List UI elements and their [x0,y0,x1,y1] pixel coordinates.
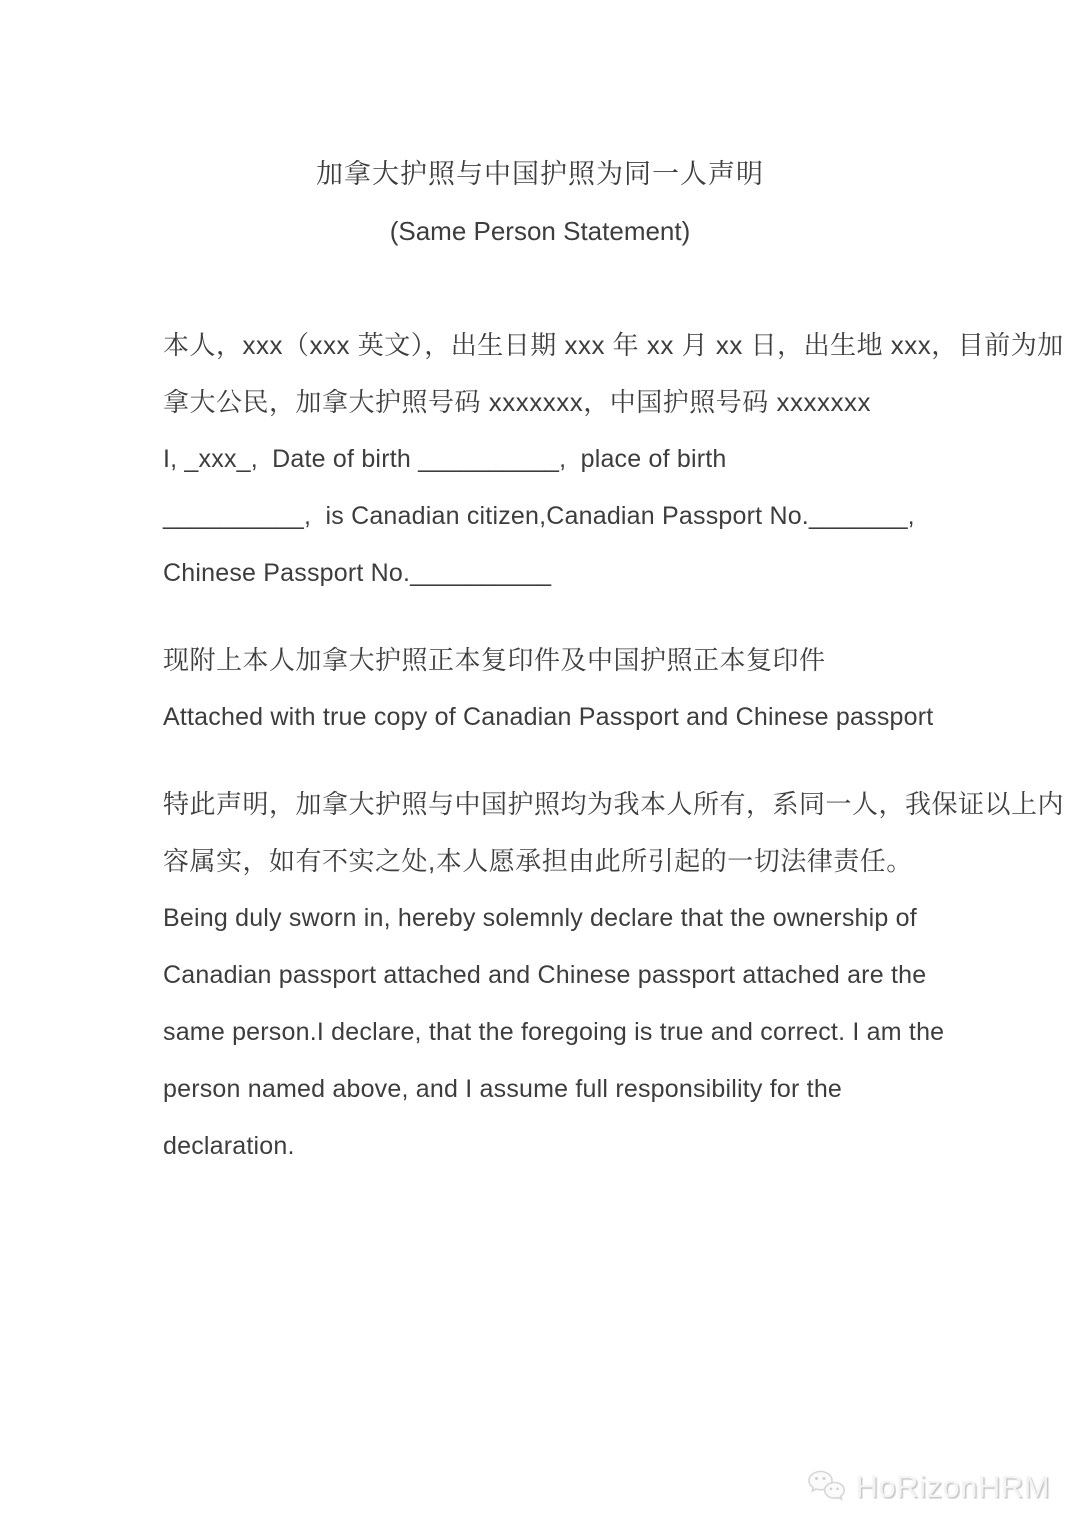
intro-paragraph [163,317,1064,602]
intro-en-line: Chinese Passport No.__________ [163,559,552,587]
watermark [806,1467,1050,1507]
page-subtitle: (Same Person Statement) [389,216,691,246]
attachment-en-line: Attached with true copy of Canadian Passport and Chinese passport [163,703,934,731]
declaration-en-line: Being duly sworn in, hereby solemnly declare that the ownership of [163,904,917,932]
intro-en-line: I, _xxx_, Date of birth __________, place of birth [163,445,727,473]
declaration-en-line: person named above, and I assume full responsibility for the [163,1075,843,1103]
declaration-cn-line: 特此声明，加拿大护照与中国护照均为我本人所有，系同一人，我保证以上内 [163,789,1065,819]
intro-cn-line: 拿大公民，加拿大护照号码 xxxxxxx，中国护照号码 xxxxxxx [163,387,871,417]
intro-cn-line: 本人，xxx（xxx 英文），出生日期 xxx 年 xx 月 xx 日，出生地 xxx，目前为加 [163,330,1064,360]
wechat-icon [806,1467,848,1507]
declaration-en-line: Canadian passport attached and Chinese passport attached are the [163,961,927,989]
declaration-en-line: same person.I declare, that the foregoing is true and correct. I am the [163,1018,945,1046]
declaration-en-line: declaration. [163,1132,295,1160]
page-title: 加拿大护照与中国护照为同一人声明 [316,159,764,189]
declaration-cn-line: 容属实，如有不实之处,本人愿承担由此所引起的一切法律责任。 [163,846,913,876]
attachment-cn-line: 现附上本人加拿大护照正本复印件及中国护照正本复印件 [163,645,826,675]
attachment-paragraph [163,632,934,746]
declaration-paragraph [163,776,1065,1175]
watermark-label: HoRizonHRM [855,1469,1050,1504]
intro-en-line: __________, is Canadian citizen,Canadian Passport No._______, [163,502,915,530]
